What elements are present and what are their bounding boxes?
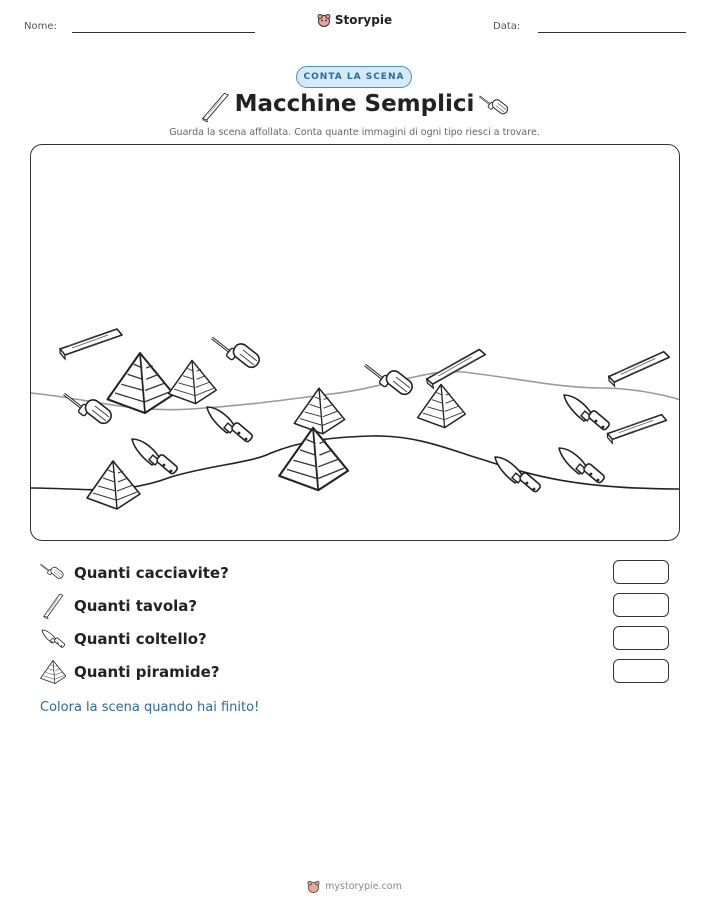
screwdriver-icon <box>478 91 512 123</box>
question-plank <box>40 591 197 621</box>
name-line[interactable] <box>72 32 255 33</box>
section-badge: CONTA LA SCENA <box>296 66 412 88</box>
question-label: Quanti coltello? <box>74 630 207 648</box>
brand-logo <box>0 13 709 27</box>
question-pyramid <box>40 657 220 687</box>
bear-logo-icon <box>317 13 331 27</box>
knife-icon <box>40 626 66 652</box>
screwdriver-icon <box>40 560 66 586</box>
name-label: Nome: <box>24 21 57 32</box>
plank-icon <box>607 351 671 386</box>
answer-box-pyramid[interactable] <box>613 659 669 683</box>
page-title: Macchine Semplici <box>234 91 475 117</box>
answer-box-plank[interactable] <box>613 593 669 617</box>
knife-icon <box>132 439 178 475</box>
knife-icon <box>564 395 610 431</box>
question-screwdriver <box>40 558 229 588</box>
pyramid-icon <box>87 461 140 509</box>
pyramid-icon <box>108 353 174 413</box>
knife-icon <box>559 448 605 484</box>
footer-link[interactable]: mystorypie.com <box>325 881 402 892</box>
pyramid-icon <box>40 659 66 685</box>
date-line[interactable] <box>538 32 686 33</box>
pyramid-icon <box>418 384 466 427</box>
plank-icon <box>608 415 667 444</box>
counting-scene <box>30 144 680 541</box>
question-label: Quanti tavola? <box>74 597 198 615</box>
plank-icon <box>423 349 489 389</box>
finish-note: Colora la scena quando hai finito! <box>40 700 260 715</box>
screwdriver-icon <box>365 365 415 397</box>
footer <box>0 880 709 893</box>
date-label: Data: <box>493 21 521 32</box>
instructions: Guarda la scena affollata. Conta quante immagini di ogni tipo riesci a trovare. <box>169 127 540 138</box>
brand-name: Storypie <box>334 13 393 27</box>
answer-box-knife[interactable] <box>613 626 669 650</box>
knife-icon <box>207 407 253 443</box>
pyramid-icon <box>294 388 344 434</box>
screwdriver-icon <box>64 394 114 426</box>
pyramid-icon <box>169 360 217 403</box>
answer-box-screwdriver[interactable] <box>613 560 669 584</box>
screwdriver-icon <box>212 338 262 370</box>
plank-icon <box>60 329 122 359</box>
plank-icon <box>40 593 66 619</box>
question-knife <box>40 624 207 654</box>
question-label: Quanti cacciavite? <box>74 564 229 582</box>
bear-logo-icon <box>307 880 320 893</box>
question-label: Quanti piramide? <box>74 663 220 681</box>
